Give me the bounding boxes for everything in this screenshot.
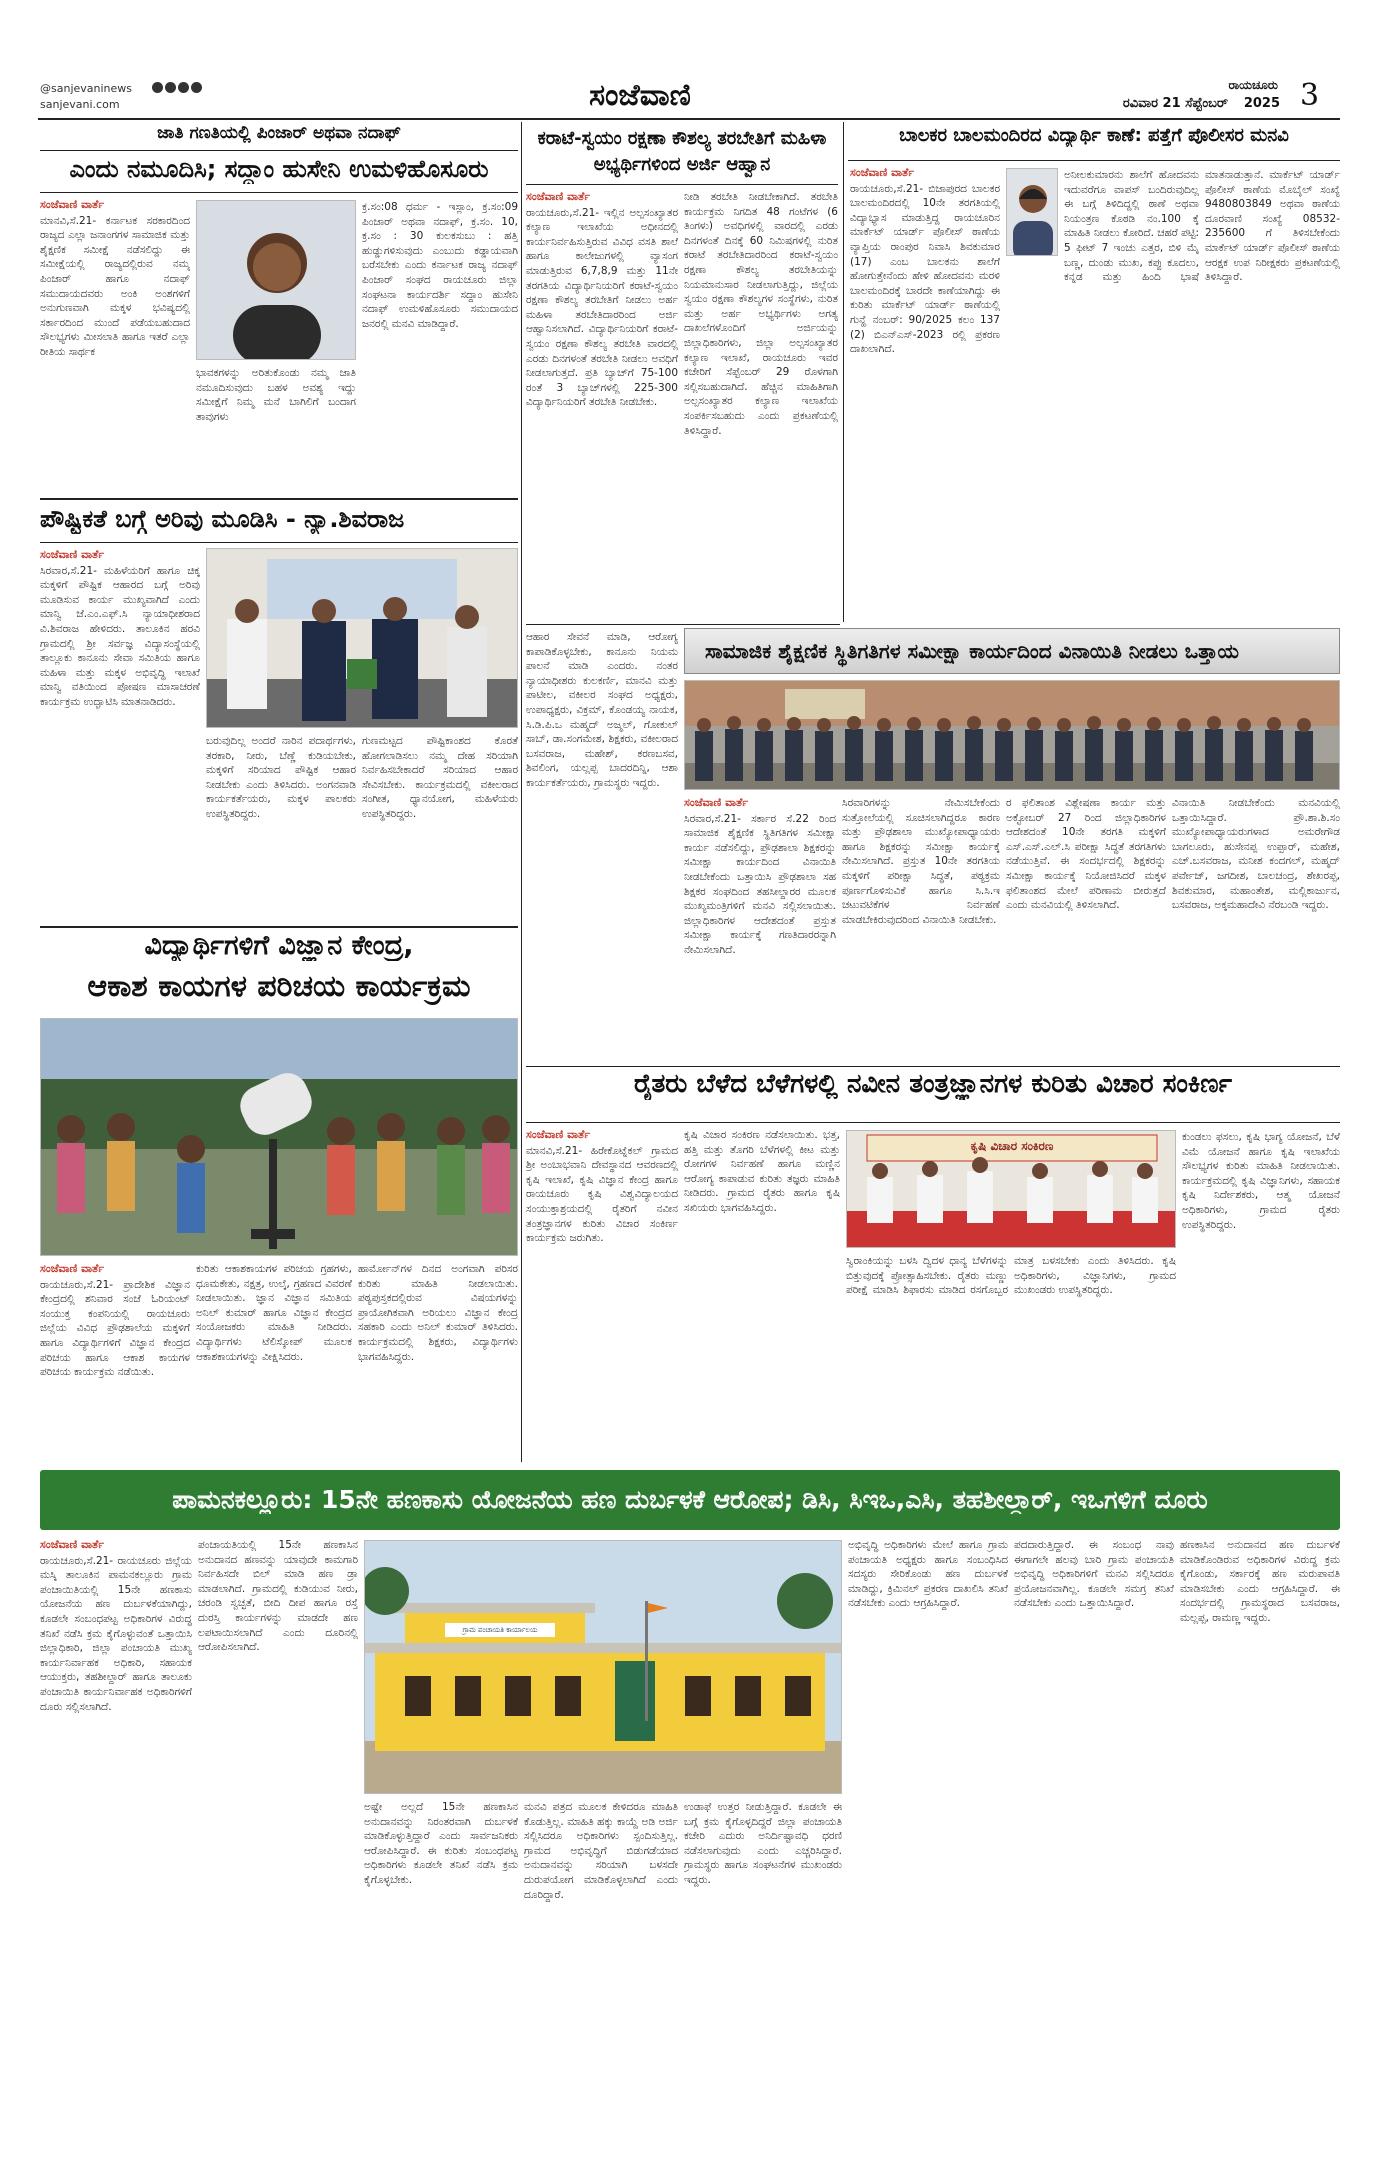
article-body: ಸಂಜೆವಾಣಿ ವಾರ್ತೆ ಸಿರವಾರ,ಸೆ.21- ಮಹಿಳೆಯರಿಗೆ ಹಾಗೂ ಚಿಕ್ಕ ಮಕ್ಕಳಿಗೆ ಪೌಷ್ಟಿಕ ಆಹಾರದ ಬಗ್ಗೆ ಅರಿವು ಮೂಡಿಸುವ ಕಾರ್ಯ ಮುಖ್ಯವಾಗಿದೆ ಎಂದು ಮಾನ್ವಿ ಜೆ.ಎಂ.ಎಫ್.ಸಿ ನ್ಯಾಯಾಧೀಶರಾದ ವಿ.ಶಿವರಾಜ ಹೇಳಿದರು. ತಾಲೂಕಿನ ಹರವಿ ಗ್ರಾಮದಲ್ಲಿ ಶ್ರೀ ಸರ್ವಜ್ಞ ವಿದ್ಯಾಸಂಸ್ಥೆಯಲ್ಲಿ ತಾಲ್ಲೂಕು ಕಾನೂನು ಸೇವಾ ಸಮಿತಿಯ ಹಾಗೂ ಮಹಿಳಾ ಮತ್ತು ಮಕ್ಕಳ ಅಭಿವೃದ್ಧಿ ಇಲಾಖೆ ಮಾನ್ವಿ ವತಿಯಿಂದ ಪೋಷಣ ಮಾಸಾಚರಣೆ ಕಾರ್ಯಕ್ರಮ ಉದ್ಘಾಟಿಸಿ ಮಾತನಾಡಿದರು. — [40, 548, 200, 708]
byline: ಸಂಜೆವಾಣಿ ವಾರ್ತೆ — [40, 1538, 105, 1551]
article-kicker: ಜಾತಿ ಗಣತಿಯಲ್ಲಿ ಪಿಂಜಾರ್ ಅಥವಾ ನದಾಫ್ — [157, 124, 401, 143]
event-photo — [206, 548, 518, 728]
article-body: ಸಂಜೆವಾಣಿ ವಾರ್ತೆ ಸಿರವಾರ,ಸೆ.21- ಸರ್ಕಾರ ಸೆ.22 ರಿಂದ ಸಾಮಾಜಿಕ ಶೈಕ್ಷಣಿಕ ಸ್ಥಿತಿಗತಿಗಳ ಸಮೀಕ್ಷಾ ಕಾರ್ಯ ನಡೆಸಲಿದ್ದು, ಪ್ರೌಢಶಾಲಾ ಶಿಕ್ಷಕರನ್ನು ಸಮೀಕ್ಷಾ ಕಾರ್ಯದಿಂದ ವಿನಾಯಿತಿ ನೀಡಬೇಕೆಂದು ಒತ್ತಾಯಿಸಿ ಪ್ರೌಢಶಾಲಾ ಸಹ ಶಿಕ್ಷಕರ ಸಂಘದಿಂದ ತಹಸೀಲ್ದಾರರ ಮೂಲಕ ಮುಖ್ಯಮಂತ್ರಿಗಳಿಗೆ ಮನವಿ ಸಲ್ಲಿಸಲಾಯಿತು. ಜಿಲ್ಲಾಧಿಕಾರಿಗಳ ಆದೇಶದಂತೆ ಪ್ರಸ್ತುತ ಸಮೀಕ್ಷಾ ಕಾರ್ಯಕ್ಕೆ ಗಣತಿದಾರರನ್ನಾಗಿ ನೇಮಿಸಲಾಗಿದೆ. — [684, 796, 836, 956]
article-body: ಕೃಷಿ ವಿಚಾರ ಸಂಕಿರಣ ನಡೆಸಲಾಯಿತು. ಭತ್ತ, ಹತ್ತಿ ಮತ್ತು ತೊಗರಿ ಬೆಳೆಗಳಲ್ಲಿ ಕೀಟ ಮತ್ತು ರೋಗಗಳ ನಿರ್ವಹಣೆ ಹಾಗೂ ಮಣ್ಣಿನ ಆರೋಗ್ಯ ಕಾಪಾಡುವ ಕುರಿತು ತಜ್ಞರು ಮಾಹಿತಿ ನೀಡಿದರು. ಗ್ರಾಮದ ರೈತರು ಹಾಗೂ ಕೃಷಿ ಸಖಿಯರು ಭಾಗವಹಿಸಿದ್ದರು. — [684, 1129, 840, 1214]
article-body: ಕುಂಡಲು ಫಸಲು, ಕೃಷಿ ಭಾಗ್ಯ ಯೋಜನೆ, ಬೆಳೆ ವಿಮೆ ಯೋಜನೆ ಹಾಗೂ ಕೃಷಿ ಇಲಾಖೆಯ ಸೌಲಭ್ಯಗಳ ಕುರಿತು ಮಾಹಿತಿ ನೀಡಲಾಯಿತು. ಕಾರ್ಯಕ್ರಮದಲ್ಲಿ ಕೃಷಿ ವಿಜ್ಞಾನಿಗಳು, ಸಹಾಯಕ ಕೃಷಿ ನಿರ್ದೇಶಕರು, ಆತ್ಮ ಯೋಜನೆ ಅಧಿಕಾರಿಗಳು, ಗ್ರಾಮದ ರೈತರು ಉಪಸ್ಥಿತರಿದ್ದರು. — [1182, 1131, 1340, 1231]
column-divider — [843, 122, 844, 622]
article-body: ಸಂಜೆವಾಣಿ ವಾರ್ತೆ ಮಾನವಿ,ಸೆ.21- ಕರ್ನಾಟಕ ಸರಕಾರದಿಂದ ರಾಜ್ಯದ ಎಲ್ಲಾ ಜನಾಂಗಗಳ ಸಾಮಾಜಿಕ ಮತ್ತು ಶೈಕ್ಷಣಿಕ ಸಮೀಕ್ಷೆ ನಡೆಸಲಿದ್ದು ಈ ಸಮೀಕ್ಷೆಯಲ್ಲಿ ರಾಜ್ಯದಲ್ಲಿರುವ ನಮ್ಮ ಪಿಂಜಾರ್ ಹಾಗೂ ನದಾಫ್ ಸಮುದಾಯದವರು ಅಂಕಿ ಅಂಶಗಳಿಗೆ ಅನುಗುಣವಾಗಿ ಮಕ್ಕಳ ಭವಿಷ್ಯದಲ್ಲಿ ಸರ್ಕಾರದಿಂದ ಮುಂದೆ ಪಡೆಯಬಹುದಾದ ಸೌಲಭ್ಯಗಳು ಮೀಸಲಾತಿ ಹಾಗೂ ಇತರೆ ಎಲ್ಲಾ ರೀತಿಯ ಸಾರ್ಥಕ — [40, 198, 190, 358]
divider — [526, 624, 840, 625]
article-headline: ಆಕಾಶ ಕಾಯಗಳ ಪರಿಚಯ ಕಾರ್ಯಕ್ರಮ — [87, 970, 471, 1004]
article-body: ಭಾವಕಗಳನ್ನು ಅರಿತುಕೊಂಡು ನಮ್ಮ ಜಾತಿ ನಮೂದಿಸುವುದು ಬಹಳ ಅವಶ್ಯ ಇದ್ದು ಸಮೀಕ್ಷೆಗೆ ನಿಮ್ಮ ಮನೆ ಬಾಗಿಲಿಗೆ ಬಂದಾಗ ತಾವುಗಳು — [196, 367, 356, 423]
divider — [848, 160, 1340, 161]
column-divider — [521, 122, 522, 1462]
article-headline: ಎಂದು ನಮೂದಿಸಿ; ಸದ್ದಾಂ ಹುಸೇನಿ ಉಮಳಿಹೊಸೂರು — [69, 156, 489, 183]
article-body: ವಿನಾಯಿತಿ ನೀಡಬೇಕೆಂದು ಮನವಿಯಲ್ಲಿ ಒತ್ತಾಯಿಸಿದ್ದಾರೆ. ಪ್ರೌ.ಶಾ.ಶಿ.ಸಂ ಮುಖ್ಯೋಪಾಧ್ಯಾಯರುಗಳಾದ ಅಮರೇಗೌಡ ಬಾಗಲೂರು, ಹುಸೇನಪ್ಪ ಉಪ್ಪಾರ್, ಮಹೇಶ, ಎಚ್.ಬಸವರಾಜ, ಮನೀಶ ಕಂದಗಲ್, ಮಹ್ಮದ್ ಪರ್ವೇಜ್, ಜಗದೀಶ, ಬಾಲಚಂದ್ರ, ಶೇಖರಪ್ಪ, ಶಿವಕುಮಾರ, ಮಹಾಂತೇಶ, ಮಲ್ಲಿಕಾರ್ಜುನ, ಬಸವರಾಜ, ಅಕ್ಕಮಹಾದೇವಿ ನೆರಬಂಡಿ ಇದ್ದರು. — [1172, 797, 1340, 912]
article-body: ಗುಣಮಟ್ಟದ ಪೌಷ್ಟಿಕಾಂಶದ ಕೊರತೆ ಹೋಗಲಾಡಿಸಲು ನಮ್ಮ ದೇಹ ಸರಿಯಾಗಿ ನಿರ್ವಹಿಸಬೇಕಾದರೆ ಸರಿಯಾದ ಆಹಾರ ಸೇವಿಸಬೇಕು. ಕಾರ್ಯಕ್ರಮದಲ್ಲಿ ವಕೀಲರಾದ ಸಂಗೀತ, ಧ್ಯಾನಯೋಗ, ಮಹಿಳೆಯರು ಉಪಸ್ಥಿತರಿದ್ದರು. — [362, 735, 518, 820]
panchayat-building-photo — [364, 1540, 842, 1794]
article-headline: ರೈತರು ಬೆಳೆದ ಬೆಳೆಗಳಲ್ಲಿ ನವೀನ ತಂತ್ರಜ್ಞಾನಗಳ ಕುರಿತು ವಿಚಾರ ಸಂಕಿರ್ಣ — [633, 1070, 1233, 1099]
byline: ಸಂಜೆವಾಣಿ ವಾರ್ತೆ — [526, 1128, 591, 1141]
article-body: ಪದದಾರುತ್ತಿದ್ದಾರೆ. ಈ ಸಂಬಂಧ ನಾವು ಈಗಾಗಲೇ ಹಲವು ಬಾರಿ ಗ್ರಾಮ ಪಂಚಾಯತಿ ಅಭಿವೃದ್ಧಿ ಅಧಿಕಾರಿಗಳಿಗೆ ಮನವಿ ಸಲ್ಲಿಸಿದರೂ ಪ್ರಯೋಜನವಾಗಿಲ್ಲ. ಕೂಡಲೇ ಸಮಗ್ರ ತನಿಖೆ ನಡೆಸಬೇಕು ಎಂದು ಒತ್ತಾಯಿಸಿದ್ದಾರೆ. — [1014, 1539, 1174, 1610]
youtube-icon — [178, 82, 189, 93]
edition-year: 2025 — [1243, 96, 1280, 111]
article-headline: ಕರಾಟೆ-ಸ್ವಯಂ ರಕ್ಷಣಾ ಕೌಶಲ್ಯ ತರಬೇತಿಗೆ ಮಹಿಳಾ ಅಭ್ಯರ್ಥಿಗಳಿಂದ ಅರ್ಜಿ ಆಹ್ವಾನ — [537, 128, 827, 175]
article-body: ಸಂಜೆವಾಣಿ ವಾರ್ತೆ ಮಾನವಿ,ಸೆ.21- ಹಿರೇಕೊಟ್ನೆಕಲ್ ಗ್ರಾಮದ ಶ್ರೀ ಅಂಬಾಭವಾನಿ ದೇವಸ್ಥಾನದ ಆವರಣದಲ್ಲಿ ಕೃಷಿ ಇಲಾಖೆ, ಕೃಷಿ ವಿಜ್ಞಾನ ಕೇಂದ್ರ ಹಾಗೂ ರಾಯಚೂರು ಕೃಷಿ ವಿಶ್ವವಿದ್ಯಾಲಯದ ಸಂಯುಕ್ತಾಶ್ರಯದಲ್ಲಿ ರೈತರಿಗೆ ನವೀನ ತಂತ್ರಜ್ಞಾನಗಳ ಕುರಿತು ವಿಚಾರ ಸಂಕಿರ್ಣ ಕಾರ್ಯಕ್ರಮ ಜರುಗಿತು. — [526, 1128, 678, 1245]
protest-photo — [684, 680, 1340, 790]
headline-banner — [40, 1470, 1340, 1530]
seminar-banner-text: ಕೃಷಿ ವಿಚಾರ ಸಂಕಿರಣ — [970, 1139, 1054, 1153]
telescope-photo — [40, 1018, 518, 1256]
article-body: ಸಂಜೆವಾಣಿ ವಾರ್ತೆ ರಾಯಚೂರು,ಸೆ.21- ಇಲ್ಲಿನ ಅಲ್ಪಸಂಖ್ಯಾತರ ಕಲ್ಯಾಣ ಇಲಾಖೆಯ ಅಧೀನದಲ್ಲಿ ಕಾರ್ಯನಿರ್ವಹಿಸುತ್ತಿರುವ ವಿವಿಧ ವಸತಿ ಶಾಲೆ ಹಾಗೂ ಕಾಲೇಜುಗಳಲ್ಲಿ ವ್ಯಾಸಂಗ ಮಾಡುತ್ತಿರುವ 6,7,8,9 ಮತ್ತು 11ನೇ ತರಗತಿಯ ವಿದ್ಯಾರ್ಥಿನಿಯರಿಗೆ ಕರಾಟೆ-ಸ್ವಯಂ ರಕ್ಷಣಾ ಕೌಶಲ್ಯ ತರಬೇತಿಗೆ ನೀಡಲು ಅರ್ಹ ಮಹಿಳಾ ತರಬೇತಿದಾರರಿಂದ ಅರ್ಜಿ ಆಹ್ವಾನಿಸಲಾಗಿದೆ. ವಿದ್ಯಾರ್ಥಿನಿಯರಿಗೆ ಕರಾಟೆ-ಸ್ವಯಂ ರಕ್ಷಣಾ ಕೌಶಲ್ಯ ತರಬೇತಿ ವಾರದಲ್ಲಿ ಎರಡು ದಿನಗಳಂತೆ ತರಬೇತಿ ನೀಡಲು ಅವಧಿಗೆ ನೀಡಲಾಗುತ್ತದೆ. ಪ್ರತಿ ಬ್ಯಾಚ್‌ಗೆ 75-100 ರಂತೆ 3 ಬ್ಯಾಚ್‌ಗಳಲ್ಲಿ 225-300 ವಿದ್ಯಾರ್ಥಿನಿಯರಿಗೆ ತರಬೇತಿ ನೀಡಬೇಕು. — [526, 190, 678, 409]
building-sign-text: ಗ್ರಾಮ ಪಂಚಾಯತಿ ಕಾರ್ಯಾಲಯ — [462, 1626, 538, 1634]
article-body: ಸಂಜೆವಾಣಿ ವಾರ್ತೆ ರಾಯಚೂರು,ಸೆ.21- ರಾಯಚೂರು ಜಿಲ್ಲೆಯ ಮಸ್ಕಿ ತಾಲೂಕಿನ ಪಾಮನಕಲ್ಲೂರು ಗ್ರಾಮ ಪಂಚಾಯಿತಿಯಲ್ಲಿ 15ನೇ ಹಣಕಾಸು ಯೋಜನೆಯ ಹಣ ದುರ್ಬಳಕೆಯಾಗಿದ್ದು, ಕೂಡಲೇ ಸಂಬಂಧಪಟ್ಟ ಅಧಿಕಾರಿಗಳ ವಿರುದ್ಧ ತನಿಖೆ ನಡೆಸಿ ಕ್ರಮ ಕೈಗೊಳ್ಳುವಂತೆ ಒತ್ತಾಯಿಸಿ ಜಿಲ್ಲಾಧಿಕಾರಿ, ಜಿಲ್ಲಾ ಪಂಚಾಯತಿ ಮುಖ್ಯ ಕಾರ್ಯನಿರ್ವಾಹಕ ಅಧಿಕಾರಿ, ಸಹಾಯಕ ಆಯುಕ್ತರು, ತಹಶೀಲ್ದಾರ್ ಹಾಗೂ ತಾಲೂಕು ಪಂಚಾಯಿತಿ ಕಾರ್ಯನಿರ್ವಾಹಕ ಅಧಿಕಾರಿಗಳಿಗೆ ದೂರು ಸಲ್ಲಿಸಲಾಗಿದೆ. — [40, 1538, 192, 1713]
article-body: ಉಡಾಫೆ ಉತ್ತರ ನೀಡುತ್ತಿದ್ದಾರೆ. ಕೂಡಲೇ ಈ ಬಗ್ಗೆ ಕ್ರಮ ಕೈಗೊಳ್ಳದಿದ್ದರೆ ಜಿಲ್ಲಾ ಪಂಚಾಯತಿ ಕಚೇರಿ ಎದುರು ಅನಿರ್ದಿಷ್ಟಾವಧಿ ಧರಣಿ ನಡೆಸಲಾಗುವುದು ಎಂದು ಎಚ್ಚರಿಸಿದ್ದಾರೆ. ಗ್ರಾಮಸ್ಥರು ಹಾಗೂ ಸಂಘಟನೆಗಳ ಮುಖಂಡರು ಇದ್ದರು. — [684, 1801, 842, 1886]
instagram-icon — [165, 82, 176, 93]
article-headline: ವಿದ್ಯಾರ್ಥಿಗಳಿಗೆ ವಿಜ್ಞಾನ ಕೇಂದ್ರ, — [144, 930, 414, 961]
byline: ಸಂಜೆವಾಣಿ ವಾರ್ತೆ — [850, 166, 915, 179]
article-body: ಹಣಕಾಸಿನ ಅನುದಾನದ ಹಣ ದುರ್ಬಳಕೆ ಮಾಡಿಕೊಂಡಿರುವ ಅಧಿಕಾರಿಗಳ ವಿರುದ್ಧ ಕ್ರಮ ಕೈಗೊಂಡು, ಸರ್ಕಾರಕ್ಕೆ ಹಣ ಮರುಪಾವತಿ ಮಾಡಿಸಬೇಕು ಎಂದು ಆಗ್ರಹಿಸಿದ್ದಾರೆ. ಈ ಸಂದರ್ಭದಲ್ಲಿ ಗ್ರಾಮಸ್ಥರಾದ ಬಸವರಾಜ, ಮಲ್ಲಪ್ಪ, ರಾಮಣ್ಣ ಇದ್ದರು. — [1180, 1539, 1340, 1624]
site-url: sanjevani.com — [40, 98, 120, 111]
byline: ಸಂಜೆವಾಣಿ ವಾರ್ತೆ — [526, 190, 591, 203]
article-body: ಕುರಿತು ಆಕಾಶಕಾಯಗಳ ಪರಿಚಯ ಗ್ರಹಗಳು, ಧೂಮಕೇತು, ನಕ್ಷತ್ರ, ಉಲ್ಕೆ, ಗ್ರಹಣದ ವಿವರಣೆ ನೀಡಲಾಯಿತು. ಜ್ಞಾನ ವಿಜ್ಞಾನ ಸಮಿತಿಯ ಅನಿಲ್ ಕುಮಾರ್ ಹಾಗೂ ವಿಜ್ಞಾನ ಕೇಂದ್ರದ ಸಂಯೋಜಕರು ಮಾಹಿತಿ ನೀಡಿದರು. ವಿದ್ಯಾರ್ಥಿಗಳು ಟೆಲಿಸ್ಕೋಪ್ ಮೂಲಕ ಆಕಾಶಕಾಯಗಳನ್ನು ವೀಕ್ಷಿಸಿದರು. — [196, 1263, 352, 1363]
article-body: ಸಂಜೆವಾಣಿ ವಾರ್ತೆ ರಾಯಚೂರು,ಸೆ.21- ಪ್ರಾದೇಶಿಕ ವಿಜ್ಞಾನ ಕೇಂದ್ರದಲ್ಲಿ ಶನಿವಾರ ಸಂಜೆ ಓರಿಯಂಟ್ ಸಂಯುಕ್ತ ಕಂಪನಿಯಲ್ಲಿ ರಾಯಚೂರು ಜಿಲ್ಲೆಯ ವಿವಿಧ ಪ್ರೌಢಶಾಲೆಯ ಮಕ್ಕಳಿಗೆ ಹಾಗೂ ವಿದ್ಯಾರ್ಥಿಗಳಿಗೆ ವಿಜ್ಞಾನ ಕೇಂದ್ರದ ಪರಿಚಯ ಹಾಗೂ ಆಕಾಶ ಕಾಯಗಳ ಪರಿಚಯ ಕಾರ್ಯಕ್ರಮ ನಡೆಯಿತು. — [40, 1262, 190, 1379]
masthead-logo: ಸಂಜೆವಾಣಿ — [589, 78, 691, 113]
social-icons — [152, 82, 202, 93]
portrait-photo — [196, 200, 356, 360]
article-body: ಪಂಚಾಯತಿಯಲ್ಲಿ 15ನೇ ಹಣಕಾಸಿನ ಅನುದಾನದ ಹಣವನ್ನು ಯಾವುದೇ ಕಾಮಗಾರಿ ನಿರ್ವಹಿಸದೇ ಬಿಲ್ ಮಾಡಿ ಹಣ ಡ್ರಾ ಮಾಡಲಾಗಿದೆ. ಗ್ರಾಮದಲ್ಲಿ ಕುಡಿಯುವ ನೀರು, ಚರಂಡಿ ಸ್ವಚ್ಛತೆ, ಬೀದಿ ದೀಪ ಹಾಗೂ ರಸ್ತೆ ದುರಸ್ತಿ ಕಾರ್ಯಗಳನ್ನು ಮಾಡದೇ ಹಣ ಲಪಟಾಯಿಸಲಾಗಿದೆ ಎಂದು ದೂರಿನಲ್ಲಿ ಆರೋಪಿಸಲಾಗಿದೆ. — [198, 1539, 358, 1654]
article-body: ಬರುವುದಿಲ್ಲ ಅಂದರೆ ನಾರಿನ ಪದಾರ್ಥಗಳು, ತರಕಾರಿ, ನೀರು, ಬೆಣ್ಣೆ ಕುಡಿಯಬೇಕು, ಮಕ್ಕಳಿಗೆ ಸರಿಯಾದ ಪೌಷ್ಟಿಕ ಆಹಾರ ನೀಡಬೇಕು ಎಂದು ತಿಳಿಸಿದರು. ಅಂಗನವಾಡಿ ಕಾರ್ಯಕರ್ತೆಯರು, ಮಕ್ಕಳ ಪಾಲಕರು ಉಪಸ್ಥಿತರಿದ್ದರು. — [206, 735, 356, 820]
article-body: ಅಷ್ಟೇ ಅಲ್ಲದೆ 15ನೇ ಹಣಕಾಸಿನ ಅನುದಾನವನ್ನು ನಿರಂತರವಾಗಿ ದುರ್ಬಳಕೆ ಮಾಡಿಕೊಳ್ಳುತ್ತಿದ್ದಾರೆ ಎಂದು ಸಾರ್ವಜನಿಕರು ಆರೋಪಿಸಿದ್ದಾರೆ. ಈ ಕುರಿತು ಸಂಬಂಧಪಟ್ಟ ಅಧಿಕಾರಿಗಳು ಕೂಡಲೇ ತನಿಖೆ ನಡೆಸಿ ಕ್ರಮ ಕೈಗೊಳ್ಳಬೇಕು. — [364, 1801, 518, 1886]
article-body: ನೀಡಿ ತರಬೇತಿ ನೀಡಬೇಕಾಗಿದೆ. ತರಬೇತಿ ಕಾರ್ಯಕ್ರಮ ನಿಗದಿತ 48 ಗಂಟೆಗಳ (6 ತಿಂಗಳು) ಅವಧಿಗಳಲ್ಲಿ ವಾರದಲ್ಲಿ ಎರಡು ದಿನಗಳಂತೆ ದಿನಕ್ಕೆ 60 ನಿಮಿಷಗಳಲ್ಲಿ ನುರಿತ ಕರಾಟೆ ತರಬೇತಿದಾರರಿಂದ ಕರಾಟೆ-ಸ್ವಯಂ ರಕ್ಷಣಾ ಕೌಶಲ್ಯ ತರಬೇತಿಯನ್ನು ನಿಯಮಾನುಸಾರ ನೀಡಲಾಗುತ್ತಿದ್ದು, ಜಿಲ್ಲೆಯ ಸ್ವಯಂ ರಕ್ಷಣಾ ಕೌಶಲ್ಯಗಳ ಸಂಸ್ಥೆಗಳು, ನುರಿತ ಮತ್ತು ಅರ್ಹ ಅಭ್ಯರ್ಥಿಗಳು ಅಗತ್ಯ ದಾಖಲೆಗಳೊಂದಿಗೆ ಅರ್ಜಿಯನ್ನು ಜಿಲ್ಲಾಧಿಕಾರಿಗಳು, ಜಿಲ್ಲಾ ಅಲ್ಪಸಂಖ್ಯಾತರ ಕಲ್ಯಾಣ ಇಲಾಖೆ, ರಾಯಚೂರು ಇವರ ಕಚೇರಿಗೆ ಸೆಪ್ಟೆಂಬರ್ 29 ರೊಳಗಾಗಿ ಸಲ್ಲಿಸಬಹುದಾಗಿದೆ. ಹೆಚ್ಚಿನ ಮಾಹಿತಿಗಾಗಿ ಅಲ್ಪಸಂಖ್ಯಾತರ ಕಲ್ಯಾಣ ಇಲಾಖೆಯ ಸಂಪರ್ಕಿಸಬಹುದು ಎಂದು ಪ್ರಕಟಣೆಯಲ್ಲಿ ತಿಳಿಸಿದ್ದಾರೆ. — [684, 191, 838, 437]
article-body: ಕ್ರ.ಸಂ:08 ಧರ್ಮ - ಇಸ್ಲಾಂ, ಕ್ರ.ಸಂ:09 ಪಿಂಜಾರ್ ಅಥವಾ ನದಾಫ್, ಕ್ರ.ಸಂ. 10, ಕ್ರ.ಸಂ : 30 ಕುಲಕಸುಬು : ಹತ್ತಿ ಹುಡ್ಡುಗಳಿಸುವುದು ಎಂಬುದು ಕಡ್ಡಾಯವಾಗಿ ಬರೆಸಬೇಕು ಎಂದು ಕರ್ನಾಟಕ ರಾಜ್ಯ ನದಾಫ್ ಪಿಂಜಾರ್ ಸಂಘದ ರಾಯಚೂರು ಜಿಲ್ಲಾ ಸಂಘಟನಾ ಕಾರ್ಯದರ್ಶಿ ಸದ್ದಾಂ ಹುಸೇನಿ ನದಾಫ್ ಉಮಳಿಹೊಸೂರು ಸಮುದಾಯದ ಜನರಲ್ಲಿ ಮನವಿ ಮಾಡಿದ್ದಾರೆ. — [362, 201, 518, 330]
article-body: ಅನೀಲಕುಮಾರನು ಶಾಲೆಗೆ ಹೋದವನು ಇದುವರೆಗೂ ವಾಪಸ್ ಬಂದಿರುವುದಿಲ್ಲ ಈ ಬಗ್ಗೆ ತಿಳಿದಿದ್ದಲ್ಲಿ ಠಾಣೆ ಅಥವಾ ನಿಯಂತ್ರಣ ಕೊಠಡಿ ನಂ.100 ಕ್ಕೆ ಮಾಹಿತಿ ನೀಡಲು ಕೋರಿದೆ. ಚಹರೆ ಪಟ್ಟಿ: 5 ಫೀಟ್ 7 ಇಂಚು ಎತ್ತರ, ಬಿಳಿ ಮೈ ಬಣ್ಣ, ದುಂಡು ಮುಖ, ಕಪ್ಪು ಕೂದಲು, ಕನ್ನಡ ಮತ್ತು ಹಿಂದಿ ಭಾಷೆ ಮಾತನಾಡುತ್ತಾನೆ. ಮಾರ್ಕೆಟ್ ಯಾರ್ಡ್ ಪೊಲೀಸ್ ಠಾಣೆಯ ಮೊಬೈಲ್ ಸಂಖ್ಯೆ 9480803849 ಅಥವಾ ಠಾಣೆಯ ದೂರವಾಣಿ ಸಂಖ್ಯೆ 08532-235600 ಗೆ ತಿಳಿಸಬೇಕೆಂದು ಮಾರ್ಕೆಟ್ ಯಾರ್ಡ್ ಪೊಲೀಸ್ ಠಾಣೆಯ ಆರಕ್ಷಕ ಉಪ ನಿರೀಕ್ಷಕರು ಪ್ರಕಟಣೆಯಲ್ಲಿ ತಿಳಿಸಿದ್ದಾರೆ. — [1064, 169, 1340, 284]
divider — [40, 192, 518, 193]
article-body: ಹಾರ್ಮೋನ್‌ಗಳ ದಿನದ ಅಂಗವಾಗಿ ಪರಿಸರ ಕುರಿತು ಮಾಹಿತಿ ನೀಡಲಾಯಿತು. ಪಠ್ಯಪುಸ್ತಕದಲ್ಲಿರುವ ವಿಷಯಗಳನ್ನು ಪ್ರಾಯೋಗಿಕವಾಗಿ ಅರಿಯಲು ವಿಜ್ಞಾನ ಕೇಂದ್ರ ಸಹಕಾರಿ ಎಂದು ಅನಿಲ್ ಕುಮಾರ್ ತಿಳಿಸಿದರು. ಕಾರ್ಯಕ್ರಮದಲ್ಲಿ ಶಿಕ್ಷಕರು, ವಿದ್ಯಾರ್ಥಿಗಳು ಭಾಗವಹಿಸಿದ್ದರು. — [358, 1263, 518, 1363]
article-headline: ಸಾಮಾಜಿಕ ಶೈಕ್ಷಣಿಕ ಸ್ಥಿತಿಗತಿಗಳ ಸಮೀಕ್ಷಾ ಕಾರ್ಯದಿಂದ ವಿನಾಯಿತಿ ನೀಡಲು ಒತ್ತಾಯ — [684, 628, 1340, 674]
facebook-icon — [152, 82, 163, 93]
divider — [40, 150, 518, 151]
divider — [526, 1066, 1340, 1067]
divider — [40, 498, 518, 500]
article-body-continued: ಆಹಾರ ಸೇವನೆ ಮಾಡಿ, ಆರೋಗ್ಯ ಕಾಪಾಡಿಕೊಳ್ಳಬೇಕು, ಕಾನೂನು ನಿಯಮ ಪಾಲನೆ ಮಾಡಿ ಎಂದರು. ನಂತರ ನ್ಯಾಯಾಧೀಶರು ಕುಲಕರ್ಣಿ, ಮಾನವಿ ಮತ್ತು ಪಾಟೀಲ, ವಕೀಲರ ಸಂಘದ ಅಧ್ಯಕ್ಷರು, ಉಪಾಧ್ಯಕ್ಷರು, ವಿಕ್ರಮ್, ಕೊಂಡಯ್ಯ ನಾಯಕ, ಸಿ.ಡಿ.ಪಿ.ಒ ಮಹ್ಮದ್ ಅಜ್ಮಲ್, ಗೋಕುಲ್ ಸಾಬ್, ಡಾ.ಸಂಗಮೇಶ, ಶಿಕ್ಷಕರು, ವಕೀಲರಾದ ಬಸವರಾಜ, ಮಹೇಶ್, ಕರಣಬಸವ, ಶಿವಲಿಂಗ, ಯಲ್ಲಪ್ಪ ಬಾದರದಿನ್ನಿ, ಆಶಾ ಕಾರ್ಯಕರ್ತೆಯರು, ಗ್ರಾಮಸ್ಥರು ಇದ್ದರು. — [526, 631, 678, 789]
byline: ಸಂಜೆವಾಣಿ ವಾರ್ತೆ — [40, 548, 105, 561]
article-body: ಸ್ವಿರಾಂಕಿಯನ್ನು ಬಳಸಿ ದ್ವಿದಳ ಧಾನ್ಯ ಬೆಳೆಗಳನ್ನು ಬಿತ್ತುವುದಕ್ಕೆ ಪ್ರೋತ್ಸಾಹಿಸಬೇಕು. ರೈತರು ಮಣ್ಣು ಪರೀಕ್ಷೆ ಮಾಡಿಸಿ ಶಿಫಾರಸು ಮಾಡಿದ ರಸಗೊಬ್ಬರ ಮಾತ್ರ ಬಳಸಬೇಕು ಎಂದು ತಿಳಿಸಿದರು. ಕೃಷಿ ಅಧಿಕಾರಿಗಳು, ವಿಜ್ಞಾನಿಗಳು, ಗ್ರಾಮದ ಮುಖಂಡರು ಉಪಸ್ಥಿತರಿದ್ದರು. — [846, 1255, 1176, 1297]
edition-date: ರವಿವಾರ 21 ಸೆಪ್ಟೆಂಬರ್ — [1122, 96, 1228, 111]
article-headline: ಬಾಲಕರ ಬಾಲಮಂದಿರದ ವಿದ್ಯಾರ್ಥಿ ಕಾಣೆ: ಪತ್ತೆಗೆ ಪೊಲೀಸರ ಮನವಿ — [899, 126, 1289, 146]
article-body: ರ ಫಲಿತಾಂಶ ವಿಶ್ಲೇಷಣಾ ಕಾರ್ಯ ಮತ್ತು ಅಕ್ಟೋಬರ್ 27 ರಿಂದ ಜಿಲ್ಲಾಧಿಕಾರಿಗಳ ಆದೇಶದಂತೆ 10ನೇ ತರಗತಿ ಮಕ್ಕಳಿಗೆ ಎಸ್.ಎಸ್.ಎಲ್.ಸಿ ಪರೀಕ್ಷಾ ಸಿದ್ಧತೆ ತರಗತಿಗಳು ನಡೆಯುತ್ತಿವೆ. ಈ ಸಂದರ್ಭದಲ್ಲಿ ಶಿಕ್ಷಕರನ್ನು ಸಮೀಕ್ಷಾ ಕಾರ್ಯಕ್ಕೆ ನಿಯೋಜಿಸಿದರೆ ಮಕ್ಕಳ ಫಲಿತಾಂಶದ ಮೇಲೆ ಪರಿಣಾಮ ಬೀರುತ್ತದೆ ಎಂದು ಮನವಿಯಲ್ಲಿ ತಿಳಿಸಲಾಗಿದೆ. — [1006, 797, 1166, 912]
seminar-photo — [846, 1130, 1176, 1248]
article-body: ಸಂಜೆವಾಣಿ ವಾರ್ತೆ ರಾಯಚೂರು,ಸೆ.21- ಬಿಜಾಪುರದ ಬಾಲಕರ ಬಾಲಮಂದಿರದಲ್ಲಿ 10ನೇ ತರಗತಿಯಲ್ಲಿ ವಿದ್ಯಾಭ್ಯಾಸ ಮಾಡುತ್ತಿದ್ದ ರಾಯಚೂರಿನ ಮಾರ್ಕೆಟ್ ಯಾರ್ಡ್ ಪೊಲೀಸ್ ಠಾಣೆಯ ವ್ಯಾಪ್ತಿಯ ರಾಂಪುರ ನಿವಾಸಿ ಶಿವಕುಮಾರ (17) ಎಂಬ ಬಾಲಕನು ಶಾಲೆಗೆ ಹೋಗುತ್ತೇನೆಂದು ಹೇಳಿ ಹೋದವನು ಮರಳಿ ಬಾಲಮಂದಿರಕ್ಕೆ ಬಾರದೇ ಕಾಣೆಯಾಗಿದ್ದು ಈ ಕುರಿತು ಮಾರ್ಕೆಟ್ ಯಾರ್ಡ್ ಠಾಣೆಯಲ್ಲಿ ಗುನ್ಹೆ ನಂಬರ್: 90/2025 ಕಲಂ 137 (2) ಬಿಎನ್‌ಎಸ್-2023 ರಲ್ಲಿ ಪ್ರಕರಣ ದಾಖಲಾಗಿದೆ. — [850, 166, 1000, 356]
divider — [526, 1122, 1340, 1123]
student-photo — [1006, 168, 1058, 256]
article-body: ಸಿರವಾರಿಗಳನ್ನು ನೇಮಿಸಬೇಕೆಂದು ಸುತ್ತೋಲೆಯಲ್ಲಿ ಸೂಚಿಸಲಾಗಿದ್ದರೂ ಕಾರಣ ಮತ್ತು ಪ್ರೌಢಶಾಲಾ ಮುಖ್ಯೋಪಾಧ್ಯಾಯರು ಹಾಗೂ ಶಿಕ್ಷಕರನ್ನು ಸಮೀಕ್ಷಾ ಕಾರ್ಯಕ್ಕೆ ನೇಮಿಸಲಾಗಿದೆ. ಪ್ರಸ್ತುತ 10ನೇ ತರಗತಿಯ ಮಕ್ಕಳಿಗೆ ಪರೀಕ್ಷಾ ಸಿದ್ಧತೆ, ಪಠ್ಯಕ್ರಮ ಪೂರ್ಣಗೊಳಿಸುವಿಕೆ ಹಾಗೂ ಸಿ.ಸಿ.ಇ ಚಟುವಟಿಕೆಗಳ ನಿರ್ವಹಣೆ ಮಾಡಬೇಕಿರುವುದರಿಂದ ವಿನಾಯಿತಿ ನೀಡಬೇಕು. — [842, 797, 1000, 926]
masthead-rule — [38, 118, 1340, 120]
page-number: 3 — [1300, 78, 1320, 113]
article-headline: ಪಾಮನಕಲ್ಲೂರು: 15ನೇ ಹಣಕಾಸು ಯೋಜನೆಯ ಹಣ ದುರ್ಬಳಕೆ ಆರೋಪ; ಡಿಸಿ, ಸಿಇಒ,ಎಸಿ, ತಹಶೀಲ್ದಾರ್, ಇಒಗಳಿಗೆ ದೂರು — [172, 1485, 1208, 1514]
article-body: ಅಭಿವೃದ್ಧಿ ಅಧಿಕಾರಿಗಳು ಮೇಲೆ ಹಾಗೂ ಗ್ರಾಮ ಪಂಚಾಯತಿ ಅಧ್ಯಕ್ಷರು ಹಾಗೂ ಸಂಬಂಧಿಸಿದ ಸದಸ್ಯರು ಸೇರಿಕೊಂಡು ಹಣ ದುರ್ಬಳಕೆ ಮಾಡಿದ್ದು, ಕ್ರಿಮಿನಲ್ ಪ್ರಕರಣ ದಾಖಲಿಸಿ ತನಿಖೆ ನಡೆಸಬೇಕು ಎಂದು ಆಗ್ರಹಿಸಿದ್ದಾರೆ. — [848, 1539, 1008, 1610]
divider — [40, 926, 518, 928]
edition-city: ರಾಯಚೂರು — [1228, 78, 1278, 92]
byline: ಸಂಜೆವಾಣಿ ವಾರ್ತೆ — [40, 198, 105, 211]
twitter-icon — [191, 82, 202, 93]
article-body: ಮನವಿ ಪತ್ರದ ಮೂಲಕ ಕೇಳಿದರೂ ಮಾಹಿತಿ ಕೊಡುತ್ತಿಲ್ಲ. ಮಾಹಿತಿ ಹಕ್ಕು ಕಾಯ್ದೆ ಅಡಿ ಅರ್ಜಿ ಸಲ್ಲಿಸಿದರೂ ಅಧಿಕಾರಿಗಳು ಸ್ಪಂದಿಸುತ್ತಿಲ್ಲ. ಗ್ರಾಮದ ಅಭಿವೃದ್ಧಿಗೆ ಬಿಡುಗಡೆಯಾದ ಅನುದಾನವನ್ನು ಸರಿಯಾಗಿ ಬಳಸದೇ ದುರುಪಯೋಗ ಮಾಡಿಕೊಳ್ಳಲಾಗಿದೆ ಎಂದು ದೂರಿದ್ದಾರೆ. — [524, 1801, 678, 1901]
byline: ಸಂಜೆವಾಣಿ ವಾರ್ತೆ — [684, 796, 749, 809]
article-headline: ಪೌಷ್ಟಿಕತೆ ಬಗ್ಗೆ ಅರಿವು ಮೂಡಿಸಿ - ನ್ಯಾ.ಶಿವರಾಜ — [40, 506, 405, 533]
byline: ಸಂಜೆವಾಣಿ ವಾರ್ತೆ — [40, 1262, 105, 1275]
divider — [526, 184, 838, 185]
divider — [40, 542, 518, 543]
social-handle: @sanjevaninews — [40, 82, 133, 95]
